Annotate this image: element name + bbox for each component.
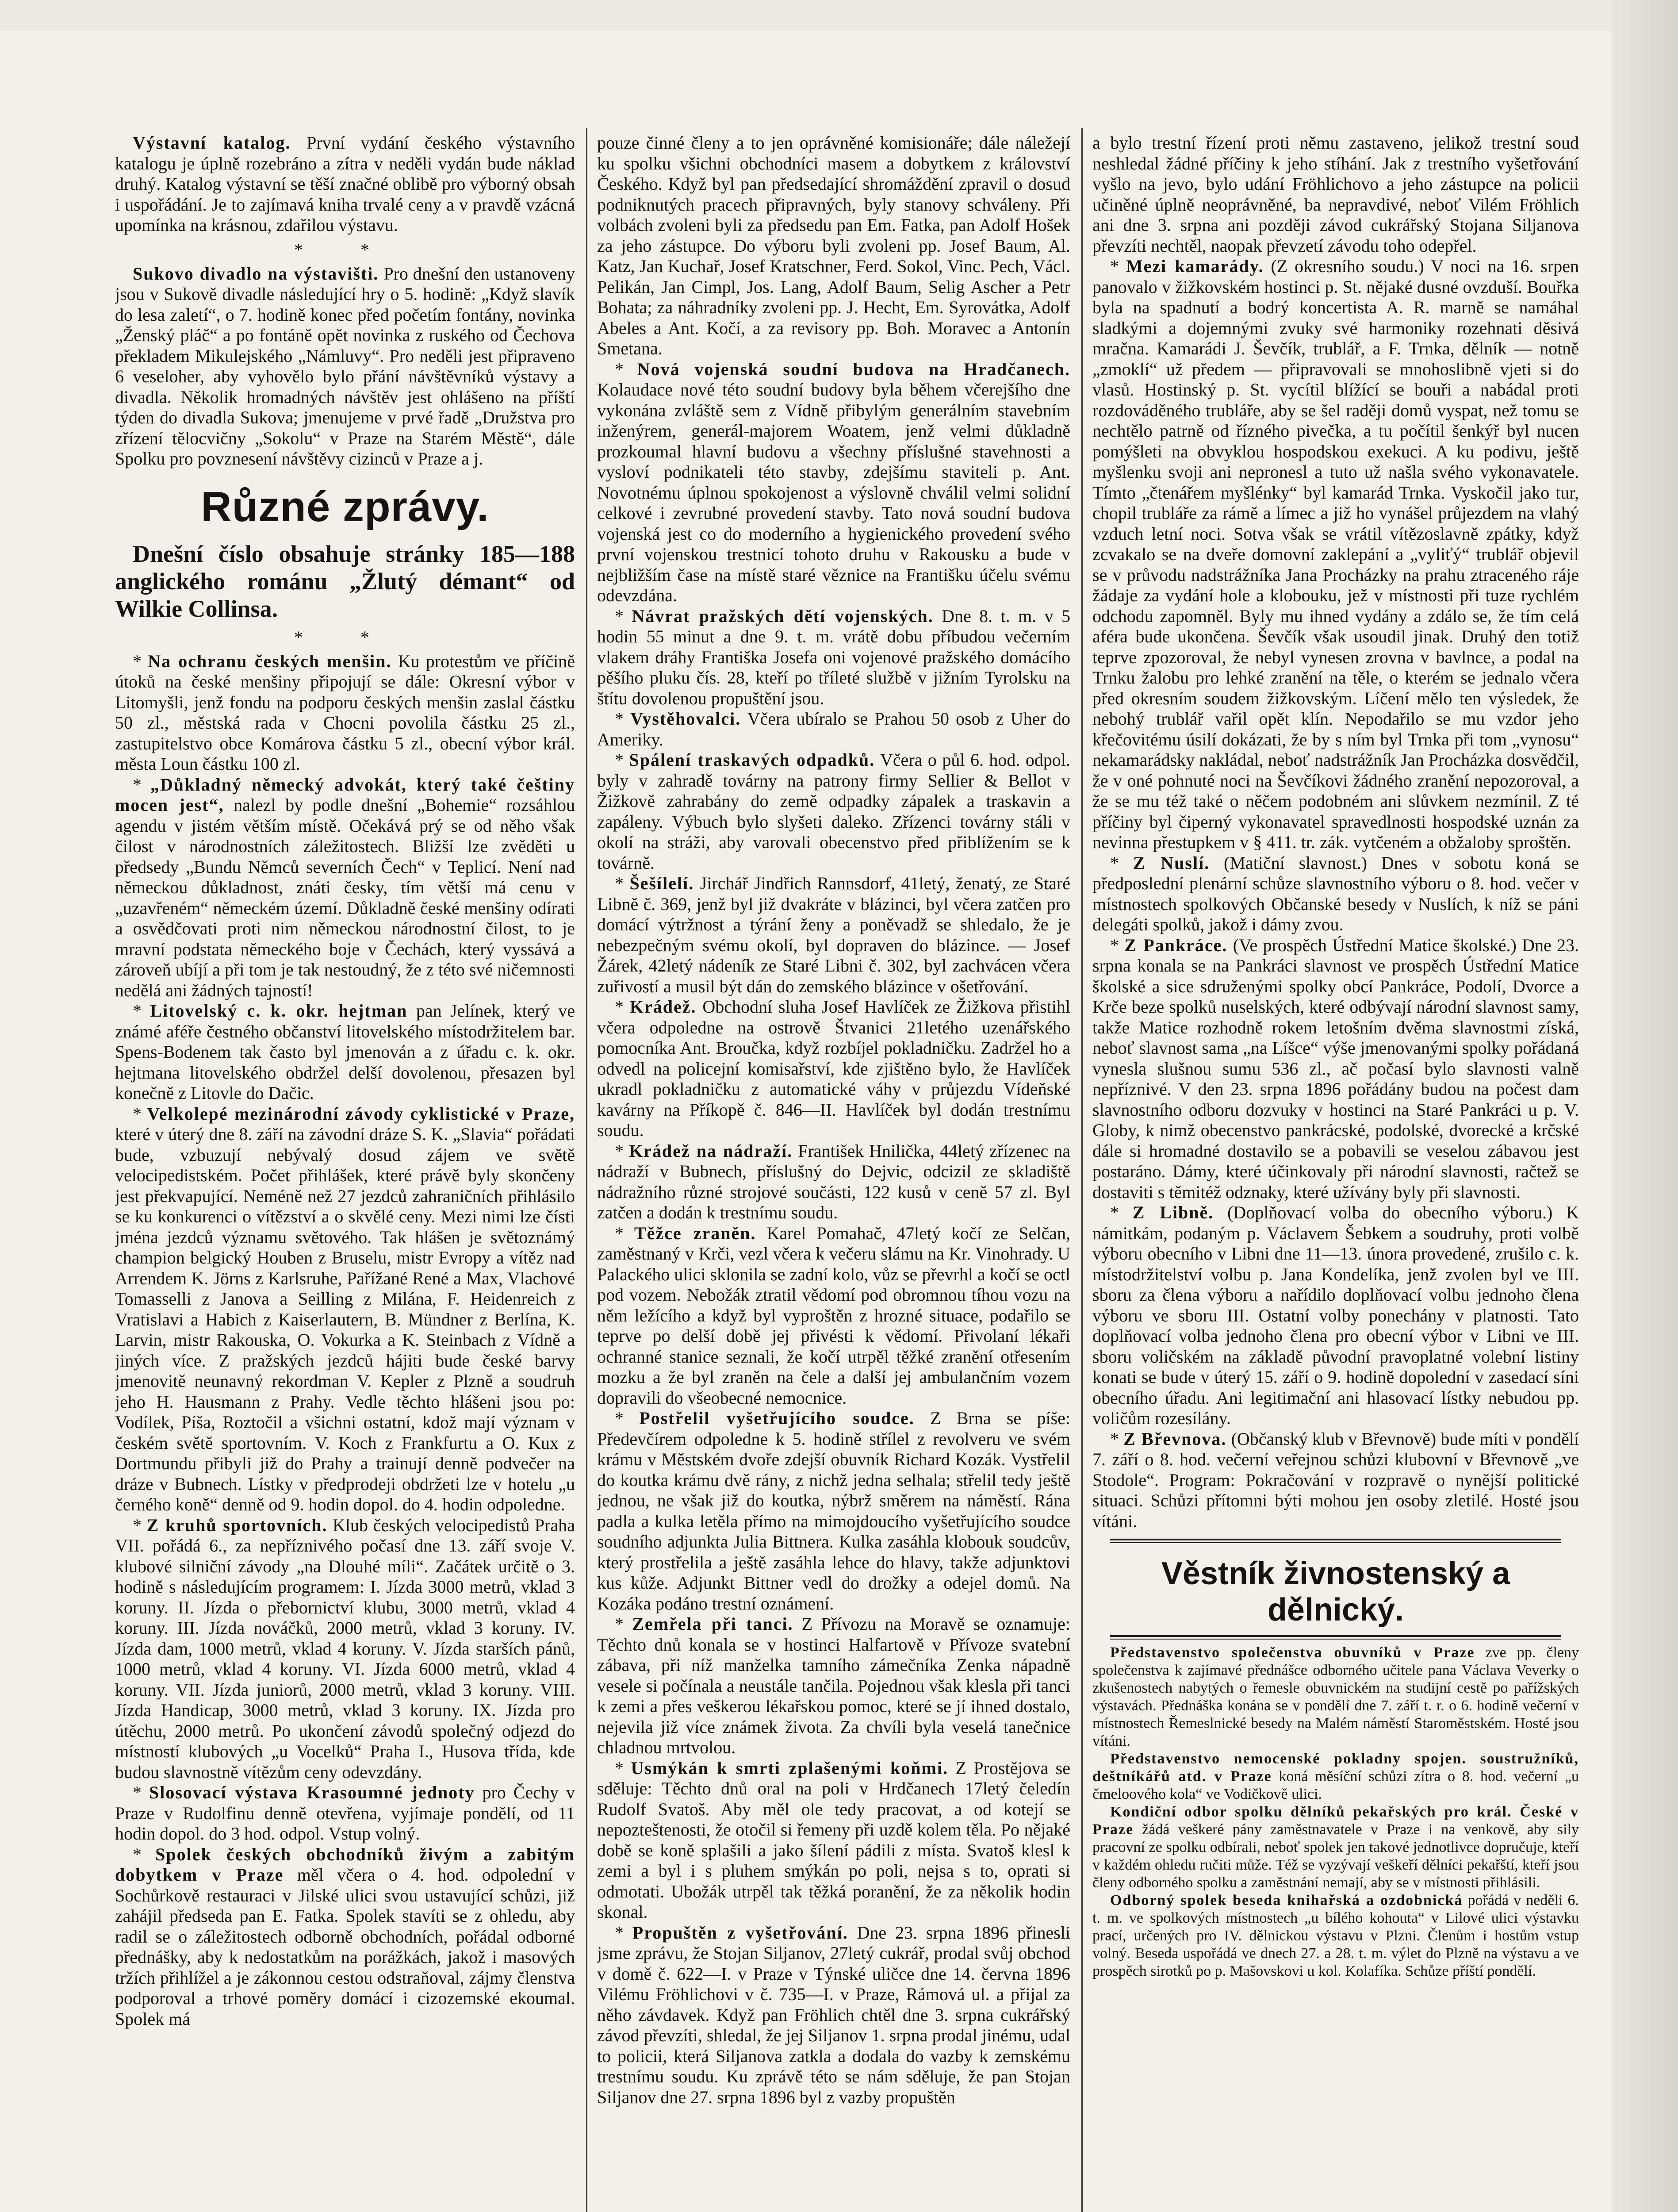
article: * Propuštěn z vyšetřování. Dne 23. srpna 1896 přinesli jsme zprávu, že Stojan Siljanov, 27letý cukrář, prodal svůj obchod v domě č. 622—I. v Praze v Týnské uličce dne 14. června 1896 Vilému Fröhlichovi v č. 735—I. v Praze, Rámová ul. a přijal za něho závdavek. Když pan Fröhlich chtěl dne 3. srpna cukrářský závod převzíti, shledal, že jej Siljanov 1. srpna prodal jinému, udal to policii, která Siljanova zatkla a dodala do vazby k zemskému trestnímu soudu. Ku zprávě této se nám sděluje, že pan Stojan Siljanov dne 27. srpna 1896 byl z vazby propuštěn [597, 1922, 1070, 2107]
article-heading: Propuštěn z vyšetřování. [632, 1922, 848, 1943]
article: * Krádež na nádraží. František Hnilička, 44letý zřízenec na nádraží v Bubnech, příslušný do Dejvic, odcizil ze skladiště nádražního různé strojové součásti, 122 kusů v ceně 57 zl. Byl zatčen a dodán k trestnímu soudu. [597, 1141, 1070, 1222]
section-title: Různé zprávy. [201, 483, 489, 530]
article-heading: Nová vojenská soudní budova na Hradčanech. [637, 359, 1070, 379]
article: * Z Libně. (Doplňovací volba do obecního výboru.) K námitkám, podaným p. Václavem Šebkem a soudruhy, proti volbě výboru obecního v Libni dne 11—13. února provedené, zrušilo c. k. místodržitelství volbu p. Jana Kondelíka, jenž zvolen byl ve III. sboru za člena výboru a nařídilo doplňovací volbu jednoho člena výboru ve sboru III. Ostatní volby ponechány v platnosti. Tato doplňovací volba jednoho člena pro obecní výbor v Libni ve III. sboru voličském na základě původní pravoplatné volební listiny konati se bude v úterý 15. září o 9. hodině dopolední v zasedací síni obecního úřadu. Ani legitimační ani hlasovací lístky nebudou pp. voličům rozesílány. [1092, 1202, 1579, 1428]
article: * Návrat pražských dětí vojenských. Dne 8. t. m. v 5 hodin 55 minut a dne 9. t. m. vrátě dobu příbudou večerním vlakem dráhy Františka Josefa oni vojenové pražského domácího pěšího pluku čís. 28, kteří po tříleté službě v jižním Tyrolsku na štítu dovolenou propuštění jsou. [597, 606, 1070, 708]
article-heading: Z Břevnova. [1123, 1429, 1227, 1449]
article-subheading: (Z okresního soudu.) [1271, 256, 1424, 276]
notice-heading: Kondiční odbor spolku dělníků pekařských pro král. České v Praze [1092, 1804, 1579, 1838]
notice-text: žádá veškeré pány zaměstnavatele v Praze i na venkově, aby sily pracovní ze spolku odbírali, neboť spolek jen takové jednotlivce dopručuje, kteří v každém ohledu ručiti může. Též se vyzývají veškeří dělníci pekařští, kteří jsou členy odborného spolku a zaměstnání nemají, aby se v místnosti přihlásili. [1092, 1821, 1579, 1891]
article: * Litovelský c. k. okr. hejtman pan Jelínek, který ve známé aféře čestného občanství litovelského místodržitelem bar. Spens-Bodenem tak často byl jmenován a z úřadu c. k. okr. hejtmana litovelského obdržel delší dovolenou, přesazen byl konečně z Litovle do Dačic. [115, 1001, 575, 1103]
article-text: Z Brna se píše: Předevčírem odpoledne k 5. hodině střílel z revolveru ve svém krámu v Městském dvoře zdejší obuvník Richard Kozák. Vystřelil do koutka krámu dvě rány, z nichž jedna selhala; střelil tedy ještě jednou, ne však již do koutka, nýbrž směrem na náměstí. Rána padla a kulka letěla přímo na mimojdoucího vyšetřujícího soudce soudního adjunkta Julia Bittnera. Kulka zasáhla klobouk soudcův, který prostřelila a ještě zasáhla lehce do hlavy, takže adjunktovi kus kůže. Adjunkt Bittner vedl do drožky a odejel domů. Na Kozáka podáno trestní oznámení. [597, 1408, 1070, 1613]
notice-heading: Představenstvo nemocenské pokladny spojen. soustružníků, deštníkářů atd. v Praze [1092, 1751, 1579, 1785]
article-text: pro Čechy v Praze v Rudolfinu denně otevřena, vyjímaje pondělí, od 11 hodin dopol. do 3 hod. odpol. Vstup volný. [115, 1782, 575, 1843]
article-text: Dne 23. srpna konala se na Pankráci slavnost ve prospěch Ústřední Matice školské a sice sdruženými spolky obcí Pankráce, Podolí, Dvorce a Krče beze spolků nuselských, které odbývají národní slavnost samy, takže Matice rozhodně rokem letošním dvěma slavnostmi získá, neboť slavnost sama „na Líšce“ výše jmenovanými spolky pořádaná vynesla slušnou sumu 536 zl., ač počasí bylo slavnosti valně nepříznivé. V den 23. srpna 1896 pořádány budou na počest dam slavnostního odboru dozvuky v hostinci na Staré Pankráci u p. V. Globy, k nimž obecenstvo pankrácské, podolské, dvorecké a krčské dále si hromadné dostavilo se a pobavili se veselou zábavou jest postaráno. Dámy, které účinkovaly při národní slavnosti, račtež se dostaviti s těmitéž odznaky, které užívány byly při slavnosti. [1092, 935, 1579, 1202]
article-heading: Z Nuslí. [1133, 853, 1210, 873]
article-text: Z Prostějova se sděluje: Těchto dnů oral na poli v Hrdčanech 17letý čeledín Rudolf Svatoš. Aby měl ole tedy pracovat, a od kotejí se nepozteštenosti, že otočil si řemeny při uzdě kolem těla. Po nějaké době se koně splašili a jako šílení pádili z místa. Svatoš klesl k zemi a byl i s pluhem smýkán po poli, nejsa s to, oprati si odmotati. Ubožák utrpěl tak těžká poranění, že za několik hodin skonal. [597, 1758, 1070, 1922]
notice [1092, 1644, 1579, 1750]
article: * Z kruhů sportovních. Klub českých velocipedistů Praha VII. pořádá 6., za nepříznivého počasí dne 13. září svoje V. klubové silniční závody „na Dlouhé míli“. Začátek určitě o 3. hodině s následujícím programem: I. Jízda 3000 metrů, vklad 3 koruny. II. Jízda o přebornictví klubu, 3000 metrů, vklad 4 koruny. III. Jízda nováčků, 2000 metrů, vklad 3 koruny. IV. Jízda dam, 1000 metrů, vklad 4 koruny. V. Jízda starších pánů, 1000 metrů, vklad 4 koruny. VI. Jízda 6000 metrů, vklad 4 koruny. VII. Jízda juniorů, 2000 metrů, vklad 3 koruny. VIII. Jízda Handicap, 3000 metrů, vklad 3 koruny. IX. Jízda pro útěchu, 2000 metrů. Po ukončení závodů společný odjezd do místností klubových „u Vocelků“ Praha I., Husova třída, kde budou slavnostně vítězům ceny odevzdány. [115, 1515, 575, 1782]
article-heading: Výstavní katalog. [133, 133, 291, 153]
notice [1092, 1892, 1579, 1980]
article-text: Ku protestům ve příčině útoků na české menšiny připojují se dále: Okresní výbor v Litomyšli, jenž fondu na podporu českých menšin zaslal částku 50 zl., městská rada v Chocni povolila částku 25 zl., zastupitelstvo obce Komárova částku 5 zl., obecní výbor král. města Loun částku 100 zl. [115, 651, 575, 774]
article: * Spálení traskavých odpadků. Včera o půl 6. hod. odpol. byly v zahradě továrny na patrony firmy Sellier & Bellot v Žižkově zahrabány do země odpadky zápalek a traskavin a zapáleny. Výbuch bylo slyšeti daleko. Zřízenci továrny stáli v okolí na stráži, aby varovali obecenstvo před přiblížením se k továrně. [597, 750, 1070, 873]
article: * Na ochranu českých menšin. Ku protestům ve příčině útoků na české menšiny připojují se dále: Okresní výbor v Litomyšli, jenž fondu na podporu českých menšin zaslal částku 50 zl., městská rada v Chocni povolila částku 25 zl., zastupitelstvo obce Komárova částku 5 zl., obecní výbor král. města Loun částku 100 zl. [115, 651, 575, 774]
article-subheading: (Občanský klub v Břevnově) [1231, 1429, 1437, 1449]
article-text: Včera ubíralo se Prahou 50 osob z Uher do Ameriky. [597, 709, 1070, 749]
separator-stars: * * [294, 627, 396, 647]
article-heading: Šešílelí. [629, 873, 694, 893]
column-rule-1 [586, 128, 587, 2212]
article-text: Kolaudace nové této soudní budovy byla během včerejšího dne vykonána zvláště sem z Vídně přibylým generálním stavebním inženýrem, generál-majorem Woatem, jenž velmi důkladně prozkoumal hlavní budovu a všechny příslušné stavehnosti a vysloví podnikateli této stavby, zdejšímu staviteli p. Ant. Novotnému úplnou spokojenost a výslovně chválil velmi solidní celkové i zevrubné provedení stavby. Tato nová soudní budova vojenská jest co do moderního a hygienického provedení svého první vojenskou trestnicí tohoto druhu v Rakousku a bude v nejbližším čase na místě staré věznice na Františku účelu svému odevzdána. [597, 380, 1070, 605]
article-text: bude míti v pondělí 7. září o 8. hod. večerní veřejnou schůzi klubovní v Břevnově „ve Stodole“. Program: Pokračování v rozpravě o nynější politické situaci. Schůzi přítomni býti mohou jen osoby zletilé. Hosté jsou vítáni. [1092, 1429, 1579, 1531]
article-heading: Těžce zraněn. [634, 1223, 756, 1243]
article-text: které v úterý dne 8. září na závodní dráze S. K. „Slavia“ pořádati bude, vzbuzují nebývalý dosud zájem ve světě velocipedistském. Počet přihlášek, které právě byly skončeny jest překvapující. Neméně než 27 jezdců zahraničních přihlásilo se ku konkurenci o vítězství a o skvělé ceny. Mezi nimi lze čísti jména jezdců významu světového. Tak hlášen je světoznámý champion belgický Houben z Bruselu, mistr Evropy a vítěz nad Arrendem K. Jörns z Karlsruhe, Pařížané René a Max, Vlachové Tomasselli z Janova a Seilling z Milána, F. Heidenreich z Vratislavi a Habich z Kaiserlautern, B. Mündner z Berlína, K. Larvin, mistr Rakouska, O. Vokurka a K. Steinbach z Vídně a jiných více. Z pražských jezdců hájiti bude české barvy jmenovitě neunavný rekordman V. Kepler z Plzně a soudruh jeho H. Hausmann z Prahy. Vedle těchto hlášeni jsou po: Vodílek, Píša, Roztočil a všichni ostatní, kdož mají význam v českém světě sportovním. V. Koch z Frankfurtu a O. Kux z Dortmundu přibyli již do Prahy a trainují denně podvečer na dráze v Bubnech. Lístky v předprodeji obdržeti lze v hotelu „u černého koně“ denně od 9. hodin dopol. do 4. hodin odpoledne. [115, 1124, 575, 1514]
article-text: Jirchář Jindřich Rannsdorf, 41letý, ženatý, ze Staré Libně č. 369, jenž byl již dvakráte v blázinci, byl včera zatčen pro domácí výtržnost a týrání ženy a poněvadž se shledalo, že je nebezpečným svému okolí, byl dopraven do blázince. — Josef Žárek, 42letý nádeník ze Staré Libni č. 302, byl zachvácen včera zuřivostí a musil být dán do zemského blázince v ošetřování. [597, 873, 1070, 996]
article: * Usmýkán k smrti zplašenými koňmi. Z Prostějova se sděluje: Těchto dnů oral na poli v Hrdčanech 17letý čeledín Rudolf Svatoš. Aby měl ole tedy pracovat, a od kotejí se nepozteštenosti, že otočil si řemeny při uzdě kolem těla. Po nějaké době se koně splašili a jako šílení pádili z místa. Svatoš klesl k zemi a byl i s pluhem smýkán po poli, nejsa s to, oprati si odmotati. Ubožák utrpěl tak těžká poranění, že za několik hodin skonal. [597, 1758, 1070, 1922]
lead-text: Dnešní číslo obsahuje stránky 185—188 anglického románu „Žlutý démant“ od Wilkie Collinsa. [115, 540, 575, 622]
notice-text: zve pp. členy společenstva k zajímavé přednášce odborného učitele pana Václava Veverky o zkušenostech nabytých o řemesle obuvnickém na studijní cestě po pařížských výstavách. Přednáška konána se v pondělí dne 7. září t. r. o 6. hodině večerní v místnostech Řemeslnické besedy na Malém náměstí Staroměstském. Hosté jsou vítáni. [1092, 1644, 1579, 1749]
article-heading: Z Pankráce. [1124, 935, 1228, 955]
article-heading: Na ochranu českých menšin. [148, 651, 392, 671]
notice-text: koná měsíční schůzi zítra o 8. hod. večerní „u čmeloového kola“ ve Vodičkově ulici. [1092, 1768, 1579, 1802]
article-heading: Návrat pražských dětí vojenských. [632, 606, 934, 626]
article-text: Obchodní sluha Josef Havlíček ze Žižkova přistihl včera odpoledne na ostrově Štvanici 21letého uzenářského pomocníka Ant. Broučka, když rozbíjel pokladničku. Zadržel ho a odvedl na policejní komisařství, kde zjištěno bylo, že Havlíček ukradl pokladničku z automatické váhy v průjezdu Vídeňské kavárny na Příkopě č. 846—II. Havlíček byl dodán trestnímu soudu. [597, 997, 1070, 1140]
article-continued: a bylo trestní řízení proti němu zastaveno, jelikož trestní soud neshledal žádné příčiny k jeho stíhání. Jak z trestního vyšetřování vyšlo na jevo, bylo udání Fröhlichovo a jeho zástupce na policii učiněné úplně neoprávněné, ba nepravdivé, neboť Vilém Fröhlich ani dne 3. srpna ani později závod cukrářský Stojana Siljanova převzíti nechtěl, naopak převzetí závodu toho odepřel. [1092, 133, 1579, 256]
article-subheading: (Ve prospěch Ústřední Matice školské.) [1233, 935, 1517, 955]
article-heading: Z kruhů sportovních. [146, 1515, 328, 1535]
article-heading: Spálení traskavých odpadků. [629, 750, 875, 770]
notice-text: pořádá v neděli 6. t. m. ve spolkových místnostech „u bílého kohouta“ v Lilové ulici výstavku prací, určených pro IV. dělnickou výstavu v Plzni. Členům i hostům vstup volný. Beseda uspořádá ve dnech 27. a 28. t. m. výlet do Plzně na výstavu a ve prospěch sirotků po p. Mašovskovi u kol. Kolafíka. Schůze příští pondělí. [1092, 1892, 1579, 1979]
article-heading: Vystěhovalci. [630, 709, 741, 729]
column-2 [597, 133, 1070, 2212]
article: * Vystěhovalci. Včera ubíralo se Prahou 50 osob z Uher do Ameriky. [597, 709, 1070, 749]
column-rule-2 [1081, 128, 1083, 2212]
article-heading: Spolek českých obchodníků živým a zabitým dobytkem v Praze [115, 1844, 575, 1885]
article: * Šešílelí. Jirchář Jindřich Rannsdorf, 41letý, ženatý, ze Staré Libně č. 369, jenž byl již dvakráte v blázinci, byl včera zatčen pro domácí výtržnost a týrání ženy a poněvadž se shledalo, že je nebezpečným svému okolí, byl dopraven do blázince. — Josef Žárek, 42letý nádeník ze Staré Libni č. 302, byl zachvácen včera zuřivostí a musil být dán do zemského blázince v ošetřování. [597, 873, 1070, 996]
article-heading: Usmýkán k smrti zplašenými koňmi. [631, 1758, 948, 1778]
notice [1092, 1803, 1579, 1892]
article: * Z Nuslí. (Matiční slavnost.) Dnes v sobotu koná se předposlední plenární schůze slavnostního výboru o 8. hod. večer v místnostech spolkových Občanské besedy v Nuslích, k níž se páni delegáti spolků, jakož i dámy zvou. [1092, 853, 1579, 934]
right-margin [1612, 0, 1678, 2212]
article: * Zemřela při tanci. Z Přívozu na Moravě se oznamuje: Těchto dnů konala se v hostinci Halfartově v Přívoze svatební zábava, při níž manželka tamního zámečníka Zenka nápadně vesele si počínala a neustále tančila. Pojednou však klesla při tanci k zemi a přes veškerou lékařskou pomoc, které se jí ihned dostalo, nejevila již více známek života. Za chvíli byla veselá tanečnice chladnou mrtvolou. [597, 1614, 1070, 1757]
section-divider [1110, 1539, 1561, 1543]
article-text: V noci na 16. srpen panovalo v žižkovském hostinci p. St. nějaké dusné ovzduší. Bouřka byla na spadnutí a bodrý koncertista A. R. marně se namáhal sladkými a dojemnými zvuky své harmoniky rozehnati děsivá mračna. Kamarádi J. Ševčík, trublář, a F. Trnka, dělník — notně „zmoklí“ už předem — připravovali se mnohoslibně vjeti si do vlasů. Hostinský p. St. vycítil blížící se bouři a nabádal proti rozdováděného trubláře, aby se šel raději domů vyspat, než tomu se nechtělo patrně od řízného pivečka, a tu počítil šenkýř byl nucen pomýšleti na obvyklou hospodskou exekuci. A ku podivu, ještě myšlenku svoji ani nepronesl a tuto už našla svého vykonavatele. Tímto „čtenářem myšlénky“ byl kamarád Trnka. Vyskočil jako tur, chopil trubláře za rámě a límec a již ho vynášel průjezdem na vlahý vzduch letní noci. Sotva však se vrátil vítězoslavně zpátky, když zcvakalo se na dveře domovní zaklepání a „vyliťý“ trublář objevil se v průvodu nadstrážníka Jana Procházky na prahu ztraceného ráje žádaje za vydání hole a klobouku, jež v místnosti při tuze rychlém odchodu zapomněl. Byly mu ihned vydány a zdálo se, že tím celá aféra bude ukončena. Ševčík však usoudil jinak. Druhý den totiž teprve zpozoroval, že nebyl vynesen zrovna v bavlnce, a podal na Trnku žalobu pro lehké zranění na těle, o kterém se jednalo včera před okresním soudem žižkovským. Líčení mělo ten výsledek, že nebohý trublář vařil opět klín. Nepodařilo se mu vzdor jeho křečovitému úsilí dokázati, že by s ním byl Trnka při tom „vynosu“ nekamarádsky nakládal, neboť nadstrážník Jan Procházka dosvědčil, že v oné pohnuté noci na Ševčíkovi žádného zranění nepozoroval, a že se mu též také o něčem podobném ani slůvkem nezmínil. Z té příčiny byl čiperný vykonavatel spravedlnosti hospodské uznán za nevinna přestupkem v § 411. tr. zák. vytčeném a obžaloby sproštěn. [1092, 256, 1579, 852]
article-text: K námitkám, podaným p. Václavem Šebkem a soudruhy, proti volbě výboru obecního v Libni dne 11—13. února provedené, zrušilo c. k. místodržitelství volbu p. Jana Kondelíka, jenž zvolen byl ve III. sboru za člena výboru a nařídilo doplňovací volbu jednoho člena výboru ve sboru III. Ostatní volby ponechány v platnosti. Tato doplňovací volba jednoho člena pro obecní výbor v Libni ve III. sboru voličském na základě původní pravoplatné volební listiny konati se bude v úterý 15. září o 9. hodině dopolední v zasedací síni obecního úřadu. Ani legitimační ani hlasovací lístky nebudou pp. voličům rozesílány. [1092, 1202, 1579, 1428]
article: * Mezi kamarády. (Z okresního soudu.) V noci na 16. srpen panovalo v žižkovském hostinci p. St. nějaké dusné ovzduší. Bouřka byla na spadnutí a bodrý koncertista A. R. marně se namáhal sladkými a dojemnými zvuky své harmoniky rozehnati děsivá mračna. Kamarádi J. Ševčík, trublář, a F. Trnka, dělník — notně „zmoklí“ už předem — připravovali se mnohoslibně vjeti si do vlasů. Hostinský p. St. vycítil blížící se bouři a nabádal proti rozdováděného trubláře, aby se šel raději domů vyspat, než tomu se nechtělo patrně od řízného pivečka, a tu počítil šenkýř byl nucen pomýšleti na obvyklou hospodskou exekuci. A ku podivu, ještě myšlenku svoji ani nepronesl a tuto už našla svého vykonavatele. Tímto „čtenářem myšlénky“ byl kamarád Trnka. Vyskočil jako tur, chopil trubláře za rámě a límec a již ho vynášel průjezdem na vlahý vzduch letní noci. Sotva však se vrátil vítězoslavně zpátky, když zcvakalo se na dveře domovní zaklepání a „vyliťý“ trublář objevil se v průvodu nadstrážníka Jana Procházky na prahu ztraceného ráje žádaje za vydání hole a klobouku, jež v místnosti při tuze rychlém odchodu zapomněl. Byly mu ihned vydány a zdálo se, že tím celá aféra bude ukončena. Ševčík však usoudil jinak. Druhý den totiž teprve zpozoroval, že nebyl vynesen zrovna v bavlnce, a podal na Trnku žalobu pro lehké zranění na těle, o kterém se jednalo včera před okresním soudem žižkovským. Líčení mělo ten výsledek, že nebohý trublář vařil opět klín. Nepodařilo se mu vzdor jeho křečovitému úsilí dokázati, že by s ním byl Trnka při tom „vynosu“ nekamarádsky nakládal, neboť nadstrážník Jan Procházka dosvědčil, že v oné pohnuté noci na Ševčíkovi žádného zranění nepozoroval, a že se mu též také o něčem podobném ani slůvkem nezmínil. Z té příčiny byl čiperný vykonavatel spravedlnosti hospodské uznán za nevinna přestupkem v § 411. tr. zák. vytčeném a obžaloby sproštěn. [1092, 256, 1579, 852]
section-divider [1110, 1635, 1561, 1640]
article-heading: Mezi kamarády. [1126, 256, 1264, 276]
article: * Postřelil vyšetřujícího soudce. Z Brna se píše: Předevčírem odpoledne k 5. hodině střílel z revolveru ve svém krámu v Městském dvoře zdejší obuvník Richard Kozák. Vystřelil do koutka krámu dvě rány, z nichž jedna selhala; střelil tedy ještě jednou, ne však již do koutka, nýbrž směrem na náměstí. Rána padla a kulka letěla přímo na mimojdoucího vyšetřujícího soudce soudního adjunkta Julia Bittnera. Kulka zasáhla klobouk soudcův, který prostřelila a ještě zasáhla lehce do hlavy, takže adjunktovi kus kůže. Adjunkt Bittner vedl do drožky a odejel domů. Na Kozáka podáno trestní oznámení. [597, 1408, 1070, 1613]
article: * Z Břevnova. (Občanský klub v Břevnově) bude míti v pondělí 7. září o 8. hod. večerní veřejnou schůzi klubovní v Břevnově „ve Stodole“. Program: Pokračování v rozpravě o nynější politické situaci. Schůzi přítomni býti mohou jen osoby zletilé. Hosté jsou vítáni. [1092, 1429, 1579, 1531]
article-heading: Velkolepé mezinárodní závody cyklistické v Praze, [147, 1103, 575, 1124]
article-text: František Hnilička, 44letý zřízenec na nádraží v Bubnech, příslušný do Dejvic, odcizil ze skladiště nádražního různé strojové součásti, 122 kusů v ceně 57 zl. Byl zatčen a dodán k trestnímu soudu. [597, 1141, 1070, 1222]
article-heading: Litovelský c. k. okr. hejtman [150, 1001, 408, 1021]
article: * Slosovací výstava Krasoumné jednoty pro Čechy v Praze v Rudolfinu denně otevřena, vyjímaje pondělí, od 11 hodin dopol. do 3 hod. odpol. Vstup volný. [115, 1782, 575, 1843]
column-3 [1092, 133, 1579, 2212]
article-text: pan Jelínek, který ve známé aféře čestného občanství litovelského místodržitelem bar. Spens-Bodenem tak často byl jmenován a z úřadu c. k. okr. hejtmana litovelského obdržel delší dovolenou, přesazen byl konečně z Litovle do Dačic. [115, 1001, 575, 1103]
notice-heading: Představenstvo společenstva obuvníků v Praze [1110, 1644, 1475, 1661]
article-heading: Z Libně. [1132, 1202, 1214, 1222]
article: * Krádež. Obchodní sluha Josef Havlíček ze Žižkova přistihl včera odpoledne na ostrově Štvanici 21letého uzenářského pomocníka Ant. Broučka, když rozbíjel pokladničku. Zadržel ho a odvedl na policejní komisařství, kde zjištěno bylo, že Havlíček ukradl pokladničku z automatické váhy v průjezdu Vídeňské kavárny na Příkopě č. 846—II. Havlíček byl dodán trestnímu soudu. [597, 997, 1070, 1140]
article: * Velkolepé mezinárodní závody cyklistické v Praze, které v úterý dne 8. září na závodní dráze S. K. „Slavia“ pořádati bude, vzbuzují nebývalý dosud zájem ve světě velocipedistském. Počet přihlášek, které právě byly skončeny jest překvapující. Neméně než 27 jezdců zahraničních přihlásilo se ku konkurenci o vítězství a o skvělé ceny. Mezi nimi lze čísti jména jezdců významu světového. Tak hlášen je světoznámý champion belgický Houben z Bruselu, mistr Evropy a vítěz nad Arrendem K. Jörns z Karlsruhe, Pařížané René a Max, Vlachové Tomasselli z Janova a Seilling z Milána, F. Heidenreich z Vratislavi a Habich z Kaiserlautern, B. Mündner z Berlína, K. Larvin, mistr Rakouska, O. Vokurka a K. Steinbach z Vídně a jiných více. Z pražských jezdců hájiti bude české barvy jmenovitě neunavný rekordman V. Kepler z Plzně a soudruh jeho H. Hausmann z Prahy. Vedle těchto hlášeni jsou po: Vodílek, Píša, Roztočil a všichni ostatní, kdož mají význam v českém světě sportovním. V. Koch z Frankfurtu a O. Kux z Dortmundu přibyli již do Prahy a trainují denně podvečer na dráze v Bubnech. Lístky v předprodeji obdržeti lze v hotelu „u černého koně“ denně od 9. hodin dopol. do 4. hodin odpoledne. [115, 1103, 575, 1514]
article-heading: Zemřela při tanci. [632, 1614, 793, 1634]
article-text: Dne 8. t. m. v 5 hodin 55 minut a dne 9. t. m. vrátě dobu příbudou večerním vlakem dráhy Františka Josefa oni vojenové pražského domácího pěšího pluku čís. 28, kteří po tříleté službě v jižním Tyrolsku na štítu dovolenou propuštění jsou. [597, 606, 1070, 708]
article-subheading: (Matiční slavnost.) [1224, 853, 1368, 873]
section-title: Věstník živnostenský a dělnický. [1161, 1556, 1510, 1628]
article-heading: Slosovací výstava Krasoumné jednoty [149, 1782, 475, 1802]
article: * Spolek českých obchodníků živým a zabitým dobytkem v Praze měl včera o 4. hod. odpolední v Sochůrkově restauraci v Jilské ulici svou ustavující schůzi, již zahájil předseda pan E. Fatka. Spolek stavíti se z ohledu, aby radil se o záležitostech odborně obchodních, pořádal odborné přednášky, aby k nedostatkům na porážkách, jakož i masových tržích přihlížel a je zákonnou cestou odstraňoval, zájmy členstva podporoval a trhové poměry domácí i cizozemské ekoumal. Spolek má [115, 1844, 575, 2029]
notice [1092, 1750, 1579, 1803]
article-heading: Krádež na nádraží. [629, 1141, 793, 1161]
top-margin [0, 0, 1678, 31]
article [115, 264, 575, 469]
article-text: měl včera o 4. hod. odpolední v Sochůrkově restauraci v Jilské ulici svou ustavující schůzi, již zahájil předseda pan E. Fatka. Spolek stavíti se z ohledu, aby radil se o záležitostech odborně obchodních, pořádal odborné přednášky, aby k nedostatkům na porážkách, jakož i masových tržích přihlížel a je zákonnou cestou odstraňoval, zájmy členstva podporoval a trhové poměry domácí i cizozemské ekoumal. Spolek má [115, 1865, 575, 2029]
article-text: Pro dnešní den ustanoveny jsou v Sukově divadle následující hry o 5. hodině: „Když slavík do lesa zaletí“, o 7. hodině konec před početím fontány, novinka „Ženský pláč“ a po fontáně opět novinka z ruského od Čechova překladem Mikulejského „Námluvy“. Pro neděli jest připraveno 6 veseloher, aby vyhovělo bylo přání návštěvníků výstavy a divadla. Několik hromadných návštěv jest ohlášeno na příští týden do divadla Sukova; jmenujeme v prvé řadě „Družstva pro zřízení tělocvičny „Sokolu“ v Praze na Starém Městě“, dále Spolku pro povznesení návštěvy cizinců v Praze a j. [115, 263, 575, 469]
notice-heading: Odborný spolek beseda knihařská a ozdobnická [1110, 1892, 1463, 1909]
article-text: Dne 23. srpna 1896 přinesli jsme zprávu, že Stojan Siljanov, 27letý cukrář, prodal svůj obchod v domě č. 622—I. v Praze v Týnské uličce dne 14. června 1896 Vilému Fröhlichovi v č. 735—I. v Praze, Rámová ul. a přijal za něho závdavek. Když pan Fröhlich chtěl dne 3. srpna cukrářský závod převzíti, shledal, že jej Siljanov 1. srpna prodal jinému, udal to policii, která Siljanova zatkla a dodala do vazby k zemskému trestnímu soudu. Ku zprávě této se nám sděluje, že pan Stojan Siljanov dne 27. srpna 1896 byl z vazby propuštěn [597, 1922, 1070, 2107]
article-text: nalezl by podle dnešní „Bohemie“ rozsáhlou agendu v jistém větším místě. Očekává prý se od něho však čilost v národnostních záležitostech. Bližší lze zvěděti u předsedy „Bundu Němců severních Čech“ v Teplicí. Není nad německou důkladnost, znáti česky, tím větší má cenu v „uzavřeném“ německém území. Důkladně české menšiny odírati a osvědčovati proti nim německou národnostní čilost, to je mravní podstata německého boje v Čechách, který vyssává a zároveň ubíjí a při tom je tak nestoudný, že z této své ničemnosti nedělá ani žádných tajností! [115, 795, 575, 1000]
article-heading: Postřelil vyšetřujícího soudce. [639, 1408, 915, 1428]
article-text: První vydání českého výstavního katalogu je úplně rozebráno a zítra v neděli vydán bude náklad druhý. Katalog výstavní se těší značné oblibě pro výborný obsah i uspořádání. Je to zajímavá kniha trvalé ceny a v pravdě vzácná upomínka na krásnou, zdařilou výstavu. [115, 133, 575, 235]
article-text: Klub českých velocipedistů Praha VII. pořádá 6., za nepříznivého počasí dne 13. září svoje V. klubové silniční závody „na Dlouhé míli“. Začátek určitě o 3. hodině s následujícím programem: I. Jízda 3000 metrů, vklad 3 koruny. II. Jízda o přebornictví klubu, 3000 metrů, vklad 4 koruny. III. Jízda nováčků, 2000 metrů, vklad 3 koruny. IV. Jízda dam, 1000 metrů, vklad 4 koruny. V. Jízda starších pánů, 1000 metrů, vklad 4 koruny. VI. Jízda 6000 metrů, vklad 4 koruny. VII. Jízda juniorů, 2000 metrů, vklad 3 koruny. VIII. Jízda Handicap, 3000 metrů, vklad 3 koruny. IX. Jízda pro útěchu, 2000 metrů. Po ukončení závodů společný odjezd do místností klubových „u Vocelků“ Praha I., Husova třída, kde budou slavnostně vítězům ceny odevzdány. [115, 1515, 575, 1782]
article: * „Důkladný německý advokát, který také češtiny mocen jest“, nalezl by podle dnešní „Bohemie“ rozsáhlou agendu v jistém větším místě. Očekává prý se od něho však čilost v národnostních záležitostech. Bližší lze zvěděti u předsedy „Bundu Němců severních Čech“ v Teplicí. Není nad německou důkladnost, znáti česky, tím větší má cenu v „uzavřeném“ německém území. Důkladně české menšiny odírati a osvědčovati proti nim německou národnostní čilost, to je mravní podstata německého boje v Čechách, který vyssává a zároveň ubíjí a při tom je tak nestoudný, že z této své ničemnosti nedělá ani žádných tajností! [115, 774, 575, 1000]
article-heading: „Důkladný německý advokát, který také češtiny mocen jest“, [115, 774, 575, 815]
article: * Z Pankráce. (Ve prospěch Ústřední Matice školské.) Dne 23. srpna konala se na Pankráci slavnost ve prospěch Ústřední Matice školské a sice sdruženými spolky obcí Pankráce, Podolí, Dvorce a Krče beze spolků nuselských, které odbývají národní slavnost samy, takže Matice rozhodně rokem letošním dvěma slavnostmi získá, neboť slavnost sama „na Líšce“ výše jmenovanými spolky pořádaná vynesla slušnou sumu 536 zl., ač počasí bylo slavnosti valně nepříznivé. V den 23. srpna 1896 pořádány budou na počest dam slavnostního odboru dozvuky v hostinci na Staré Pankráci u p. V. Globy, k nimž obecenstvo pankrácské, podolské, dvorecké a krčské dále si hromadné dostavilo se a pobavili se veselou zábavou jest postaráno. Dámy, které účinkovaly při národní slavnosti, račtež se dostaviti s těmitéž odznaky, které užívány byly při slavnosti. [1092, 935, 1579, 1202]
article-text: Dnes v sobotu koná se předposlední plenární schůze slavnostního výboru o 8. hod. večer v místnostech spolkových Občanské besedy v Nuslích, k níž se páni delegáti spolků, jakož i dámy zvou. [1092, 853, 1579, 934]
article-heading: Sukovo divadlo na výstavišti. [133, 263, 379, 284]
separator-stars: * * [294, 239, 396, 260]
column-1 [115, 133, 575, 2212]
article-continued: pouze činné členy a to jen oprávněné komisionáře; dále náležejí ku spolku všichni obchodníci masem a dobytkem z království Českého. Když byl pan předsedající shromáždění zpravil o dosud podniknutých pracech připravných, byly stanovy schváleny. Při volbách zvoleni byli za předsedu pan Em. Fatka, pan Adolf Hošek za jeho zástupce. Do výboru byli zvoleni pp. Josef Baum, Al. Katz, Jan Kuchař, Josef Kratschner, Ferd. Sokol, Vinc. Pech, Václ. Pelikán, Jan Cimpl, Jos. Lang, Adolf Baum, Selig Ascher a Petr Bohata; za náhradníky zvoleni pp. J. Hecht, Em. Syrovátka, Adolf Abeles a Ant. Kočí, a za revisory pp. Boh. Moravec a Antonín Smetana. [597, 133, 1070, 358]
article-text: Z Přívozu na Moravě se oznamuje: Těchto dnů konala se v hostinci Halfartově v Přívoze svatební zábava, při níž manželka tamního zámečníka Zenka nápadně vesele si počínala a neustále tančila. Pojednou však klesla při tanci k zemi a přes veškerou lékařskou pomoc, které se jí ihned dostalo, nejevila již více známek života. Za chvíli byla veselá tanečnice chladnou mrtvolou. [597, 1614, 1070, 1757]
article [115, 133, 575, 236]
article: * Těžce zraněn. Karel Pomahač, 47letý kočí ze Selčan, zaměstnaný v Krči, vezl včera k večeru slámu na Kr. Vinohrady. U Palackého ulici sklonila se zadní kolo, vůz se převrhl a kočí se octl pod vozem. Nebožák ztratil vědomí pod obromnou tíhou vozu na něm ležícího a když byl vyproštěn z hrozné situace, podařilo se teprve po delší době jej přivésti k vědomí. Přivolaní lékaři ochranné stanice seznali, že kočí utrpěl těžké zranění otřesením mozku a že byl zraněn na čele a další jej ambulančním vozem dopravili do všeobecné nemocnice. [597, 1223, 1070, 1408]
article: * Nová vojenská soudní budova na Hradčanech. Kolaudace nové této soudní budovy byla během včerejšího dne vykonána zvláště sem z Vídně přibylým generálním stavebním inženýrem, generál-majorem Woatem, jenž velmi důkladně prozkoumal hlavní budovu a všechny příslušné stavehnosti a vysloví podnikateli této stavby, zdejšímu staviteli p. Ant. Novotnému úplnou spokojenost a výslovně chválil velmi solidní celkové i zevrubné provedení stavby. Tato nová soudní budova vojenská jest co do moderního a hygienického provedení svého první vojenskou trestnicí tohoto druhu v Rakousku a bude v nejbližším čase na místě staré věznice na Františku účelu svému odevzdána. [597, 359, 1070, 605]
article-text: Karel Pomahač, 47letý kočí ze Selčan, zaměstnaný v Krči, vezl včera k večeru slámu na Kr. Vinohrady. U Palackého ulici sklonila se zadní kolo, vůz se převrhl a kočí se octl pod vozem. Nebožák ztratil vědomí pod obromnou tíhou vozu na něm ležícího a když byl vyproštěn z hrozné situace, podařilo se teprve po delší době jej přivésti k vědomí. Přivolaní lékaři ochranné stanice seznali, že kočí utrpěl těžké zranění otřesením mozku a že byl zraněn na čele a další jej ambulančním vozem dopravili do všeobecné nemocnice. [597, 1223, 1070, 1408]
article-text: Včera o půl 6. hod. odpol. byly v zahradě továrny na patrony firmy Sellier & Bellot v Žižkově zahrabány do země odpadky zápalek a traskavin a zapáleny. Výbuch bylo slyšeti daleko. Zřízenci továrny stáli v okolí na stráži, aby varovali obecenstvo před přiblížením se k továrně. [597, 750, 1070, 873]
article-subheading: (Doplňovací volba do obecního výboru.) [1227, 1202, 1553, 1222]
article-heading: Krádež. [629, 997, 697, 1017]
